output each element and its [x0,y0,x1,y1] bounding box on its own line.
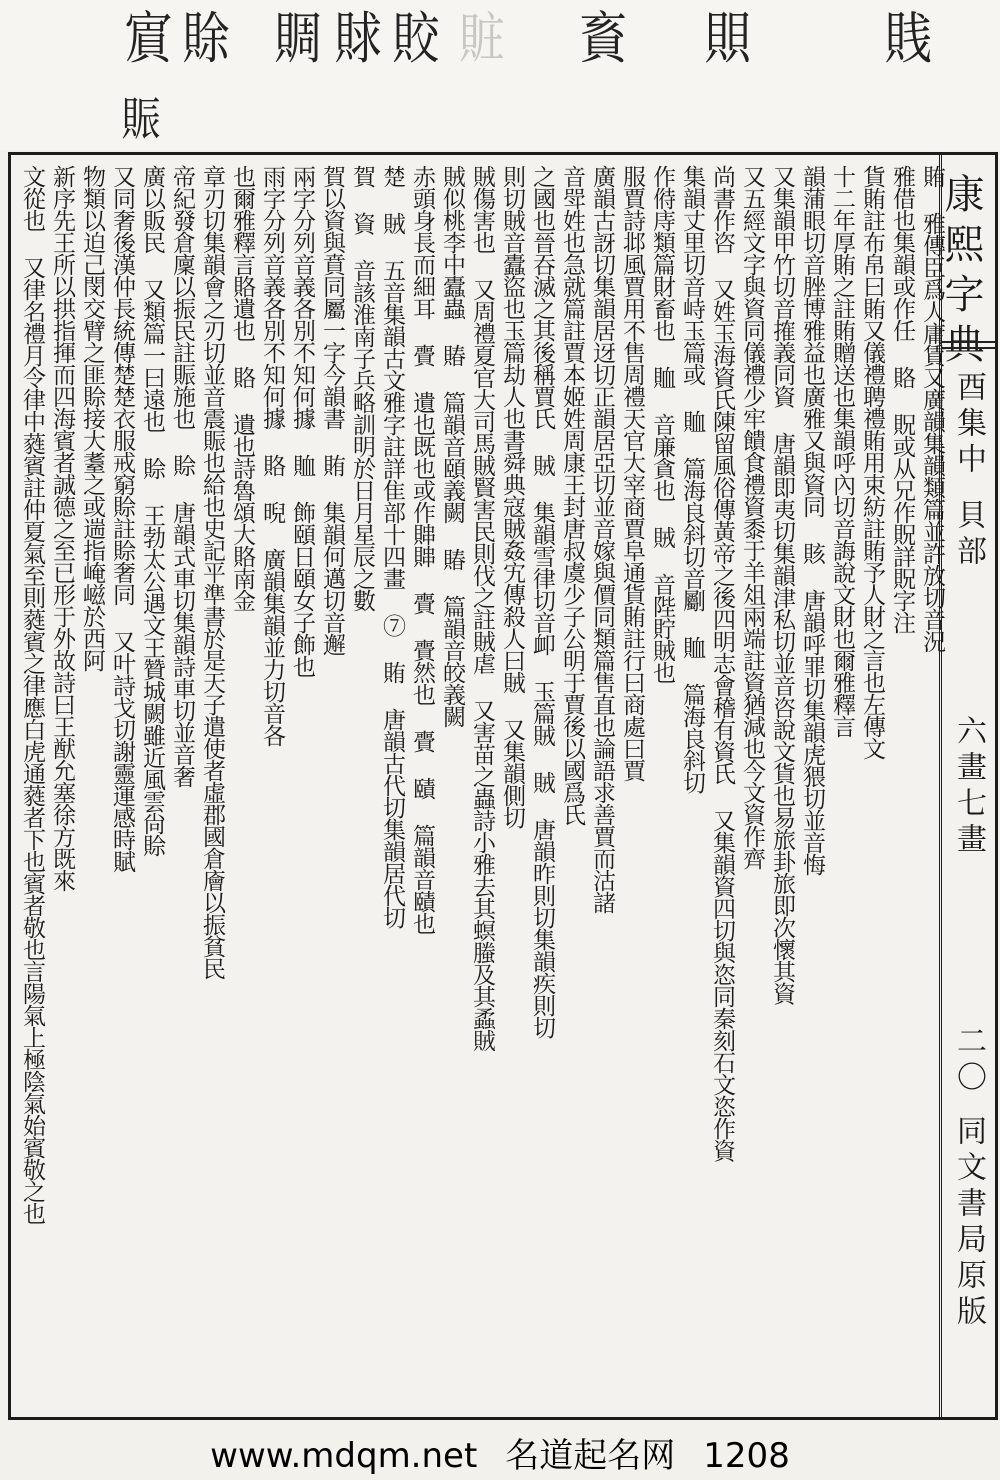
site-url[interactable]: www.mdqm.net [210,1436,478,1476]
site-name: 名道起名网 [505,1436,676,1476]
seal-char: 賔 [124,7,172,72]
text-column: 文從也 又律名禮月令律中蕤賓註仲夏氣至則蕤賓之律應白虎通蕤者下也賓者敬也言陽氣上極陰氣始賓敬之也 [19,165,45,1224]
text-column: 兩字分列音義各別不知何據 賉 飾頤日頤女子飾也 [289,165,315,677]
scan-page-number: 1208 [703,1436,790,1476]
seal-char: 賖 [182,7,230,72]
page-number: 二〇 [951,1025,986,1097]
text-column: 賀以資與賁同屬一字今韻書 賄 集韻何邁切音邂 [319,165,345,655]
seal-char: 賍 [459,7,505,70]
text-column: 又同奢後漢仲長統傳楚楚衣服戒窮賒註賒奢同 又叶詩戈切謝靈運感時賦 [109,165,135,872]
text-column: 韻蒲眼切音脞博雅益也廣雅又與資同 賅 唐韻呼罪切集韻虎猥切並音悔 [799,165,825,875]
text-column: 也爾雅釋言賂遺也 賂 遺也詩魯頌大賂南金 [229,165,255,611]
text-column: 賄 雅傳臣爲人庸賃又廣韻集韻類篇並許放切音況 [919,165,945,652]
seal-char: 賏 [704,7,752,72]
text-column: 賀 資 音該淮南子兵略訓明於日月星辰之數 [349,165,375,611]
text-column: 廣韻古訝切集韻居迓切正韻居亞切並音嫁與價同類篇售直也論語求善賈而沽諸 [589,165,615,913]
text-column: 新序先王所以拱指揮而四海賓者誠德之至已形于外故詩曰王猷允塞徐方既來 [49,165,75,891]
text-column: 十二年厚賄之註賄贈送也集韻呼內切音誨說文財也爾雅釋言 [829,165,855,737]
text-column: 音斝姓也急就篇註賈本姬姓周康王封唐叔虞少子公明于賈後以國爲氏 [559,165,585,825]
text-column: 赤頭身長而細耳 賷 遺也既也或作賗賗 賷 賷然也 賷 賾 篇韻音賾也 [409,165,435,934]
footer [0,1428,1000,1478]
seal-char: 賙 [274,7,322,72]
text-column: 之國也晉吞滅之其後稱賈氏 賊 集韻雪律切音卹 玉篇賊 賊 唐韻昨則切集韻疾則切 [529,165,555,1038]
text-column: 貨賄註布帛曰賄又儀禮聘禮賄用束紡註賄予人財之言也左傳文 [859,165,885,759]
text-column: 又五經文字與資同儀禮少牢饋食禮資黍于羊俎兩端註資猶減也今文資作齊 [739,165,765,869]
page-frame [8,152,998,1420]
text-column: 雅借也集韻或作任 賂 貺或从兄作貺詳貺字注 [889,165,915,633]
strokes-label: 六畫七畫 [951,715,986,859]
text-column: 賊傷害也 又周禮夏官大司馬賊賢害民則伐之註賊虐 又害苗之蟲詩小雅去其螟螣及其蟊賊 [469,165,495,1051]
publisher-label: 同文書局原版 [951,1115,986,1331]
margin-column [939,155,995,1417]
text-column: 物類以迫己閔交臂之匪賒接大耋之或遄指崦嵫於西阿 [79,165,105,671]
seal-char: 賌 [579,7,627,72]
text-column: 賊似桃李中蠹蟲 賰 篇韻音頤義闕 賰 篇韻音皎義闕 [439,165,465,727]
seal-char: 賕 [334,7,382,72]
text-column: 服賈詩邶風賈用不售周禮天官大宰商賈阜通貨賄註行曰商處曰賈 [619,165,645,781]
seal-char: 賑 [121,92,161,146]
text-column: 楚 賊 五音集韻古文雅字註詳隹部十四畫 ⑦ 賄 唐韻古代切集韻居代切 [379,165,405,928]
collection-label: 酉集中 [951,371,986,479]
seal-char: 賋 [392,7,440,72]
dictionary-body [17,159,947,1415]
text-column: 又集韻甲竹切音搉義同資 唐韻即夷切集韻津私切並音咨說文貨也易旅卦旅即次懷其資 [769,165,795,1004]
text-column: 章刃切集韻會之刃切並音震賑也給也史記平準書於是天子遣使者虛郡國倉廥以振貧民 [199,165,225,979]
text-column: 作偫庤類篇財畜也 賉 音廉貪也 賊 音陛貯賊也 [649,165,675,683]
seal-header [0,0,1000,150]
text-column: 廣以販民 又類篇一曰遠也 賒 王勃太公遇文王贊城闕雖近風雲尙賒 [139,165,165,856]
divider [942,341,995,343]
text-column: 集韻丈里切音峙玉篇或 賉 篇海良斜切音劚 賉 篇海良斜切 [679,165,705,793]
seal-char: 賎 [884,7,932,72]
text-column: 帝紀發倉廩以振民註賑施也 賒 唐韻式車切集韻詩車切並音奢 [169,165,195,787]
book-title: 康熙字典 [938,173,984,373]
divider [942,347,995,349]
text-column: 雨字分列音義各別不知何據 賂 晲 廣韻集韻並力切音各 [259,165,285,746]
text-column: 則切賊音蠹盜也玉篇劫人也書舜典寇賊姦宄傳殺人曰賊 又集韻側切 [499,165,525,828]
radical-label: 貝部 [951,499,986,571]
text-column: 尚書作咨 又姓玉海資氏陳留風俗傳黃帝之後四明志會稽有資氏 又集韻資四切與恣同秦刻石文恣作資 [709,165,735,1161]
